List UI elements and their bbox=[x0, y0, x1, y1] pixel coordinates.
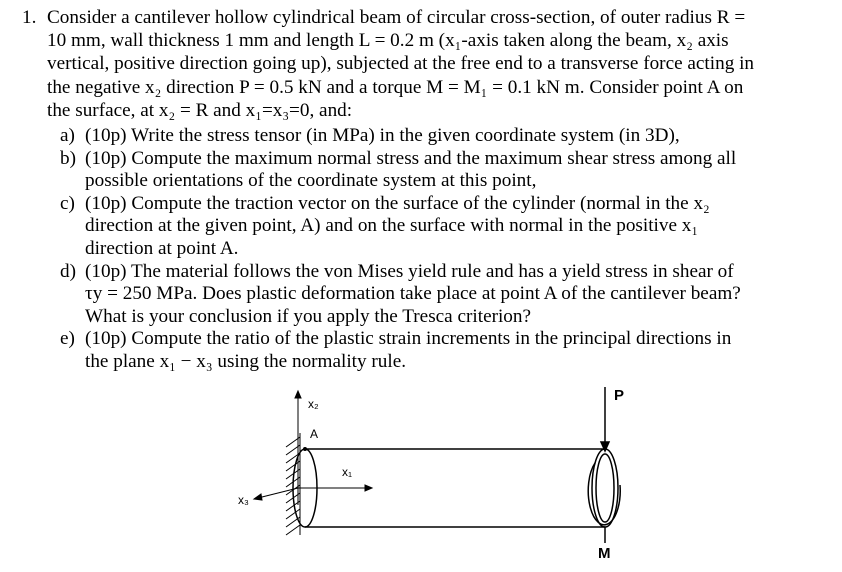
force-p-arrow bbox=[601, 387, 609, 451]
label-x3: x₃ bbox=[238, 493, 249, 507]
x1-axis bbox=[298, 485, 372, 491]
cantilever-figure bbox=[230, 385, 650, 567]
part-label: e) bbox=[60, 328, 75, 350]
part-line: direction at the given point, A) and on the surface with normal in the positive x₁ bbox=[85, 215, 699, 237]
part-label: d) bbox=[60, 260, 76, 282]
part-e bbox=[60, 328, 830, 373]
point-a-marker bbox=[303, 447, 307, 451]
cantilever-diagram bbox=[230, 385, 650, 567]
part-line: (10p) The material follows the von Mises yield rule and has a yield stress in shear of bbox=[85, 260, 734, 282]
label-torque-m: M bbox=[598, 545, 611, 562]
part-d bbox=[60, 261, 830, 329]
part-line: τy = 250 MPa. Does plastic deformation take place at point A of the cantilever beam? bbox=[85, 283, 741, 305]
sub-questions bbox=[60, 125, 830, 374]
part-line: possible orientations of the coordinate system at this point, bbox=[85, 170, 537, 192]
part-line: the plane x₁ − x₃ using the normality rule. bbox=[85, 350, 407, 372]
statement-line: vertical, positive direction going up), subjected at the free end to a transverse force acting in bbox=[47, 53, 755, 75]
label-x2: x₂ bbox=[308, 397, 319, 411]
part-a bbox=[60, 125, 830, 148]
part-line: (10p) Compute the traction vector on the surface of the cylinder (normal in the x₂ bbox=[85, 192, 710, 214]
part-label: a) bbox=[60, 125, 75, 146]
problem-statement bbox=[47, 6, 822, 122]
part-line: (10p) Write the stress tensor (in MPa) in the given coordinate system (in 3D), bbox=[85, 125, 680, 146]
part-label: c) bbox=[60, 192, 75, 214]
statement-line: 10 mm, wall thickness 1 mm and length L = 0.2 m (x₁-axis taken along the beam, x₂ axis bbox=[47, 30, 729, 52]
statement-line: Consider a cantilever hollow cylindrical beam of circular cross-section, of outer radius R = bbox=[47, 7, 746, 28]
x3-axis bbox=[254, 488, 298, 500]
part-line: (10p) Compute the maximum normal stress and the maximum shear stress among all bbox=[85, 147, 737, 169]
part-c bbox=[60, 193, 830, 261]
part-line: What is your conclusion if you apply the Tresca criterion? bbox=[85, 305, 532, 327]
label-force-p: P bbox=[614, 387, 625, 404]
part-line: direction at point A. bbox=[85, 237, 239, 259]
problem-number: 1. bbox=[22, 7, 37, 28]
label-point-a: A bbox=[310, 427, 319, 441]
part-b bbox=[60, 148, 830, 193]
label-x1: x₁ bbox=[342, 465, 353, 479]
statement-line: the negative x₂ direction P = 0.5 kN and a torque M = M₁ = 0.1 kN m. Consider point A on bbox=[47, 76, 744, 98]
part-line: (10p) Compute the ratio of the plastic strain increments in the principal directions in bbox=[85, 328, 732, 350]
part-label: b) bbox=[60, 147, 76, 169]
statement-line: the surface, at x₂ = R and x₁=x₃=0, and: bbox=[47, 99, 353, 121]
